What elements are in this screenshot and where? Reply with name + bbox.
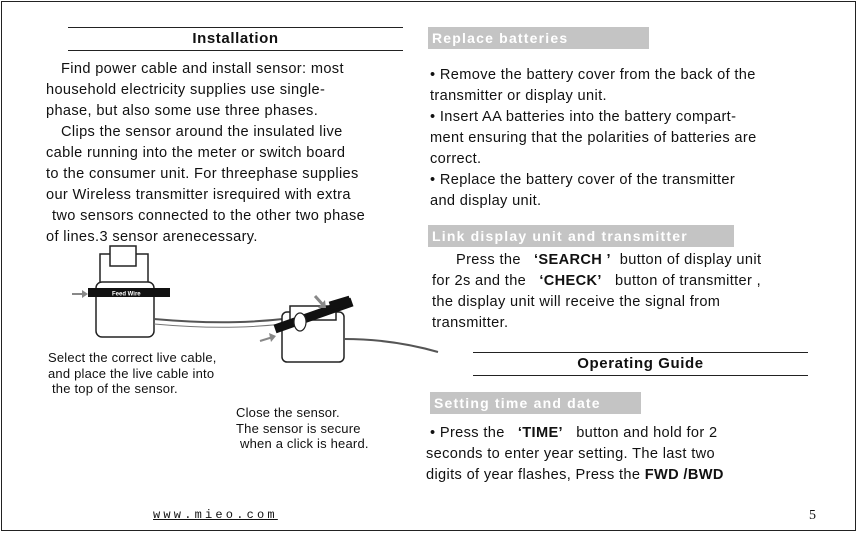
- replace-line: • Remove the battery cover from the back of the: [430, 67, 756, 83]
- installation-line: cable running into the meter or switch board: [46, 145, 346, 161]
- installation-line: Find power cable and install sensor: most: [61, 61, 344, 77]
- footer-website-link[interactable]: www.mieo.com: [153, 508, 278, 522]
- caption-line: and place the live cable into: [48, 365, 215, 381]
- replace-line: • Insert AA batteries into the battery compart-: [430, 109, 737, 125]
- fwd-bwd-keyword: FWD /BWD: [644, 467, 724, 483]
- replace-line: ment ensuring that the polarities of batteries are: [430, 130, 757, 146]
- replace-line: and display unit.: [430, 193, 542, 209]
- caption-line: Select the correct live cable,: [48, 350, 217, 365]
- installation-line: two sensors connected to the other two phase: [52, 208, 366, 224]
- page-number: 5: [809, 508, 816, 523]
- sensor-illustration: [60, 244, 460, 364]
- setting-line: [426, 423, 724, 444]
- link-line: [432, 271, 761, 292]
- replace-batteries-heading: Replace batteries: [428, 27, 649, 49]
- installation-para-1: [46, 59, 365, 248]
- installation-line: Clips the sensor around the insulated live: [61, 124, 343, 140]
- link-text-fragment: button of display unit: [619, 252, 762, 268]
- setting-line: [426, 465, 724, 486]
- installation-heading: [68, 27, 403, 51]
- link-text: [432, 250, 761, 334]
- caption-line: when a click is heard.: [240, 436, 369, 451]
- installation-heading-text: Installation: [192, 30, 279, 47]
- search-keyword: ‘SEARCH ’: [534, 252, 611, 268]
- replace-line: • Replace the battery cover of the transmitter: [430, 172, 736, 188]
- installation-line: phase, but also some use three phases.: [46, 103, 319, 119]
- link-text-fragment: for 2s and the: [432, 273, 527, 289]
- operating-guide-heading-text: Operating Guide: [577, 355, 704, 372]
- link-line: the display unit will receive the signal from: [432, 294, 721, 310]
- setting-text-fragment: • Press the: [430, 425, 505, 441]
- caption-line: the top of the sensor.: [52, 381, 178, 396]
- link-heading: Link display unit and transmitter: [428, 225, 734, 247]
- setting-line: seconds to enter year setting. The last two: [426, 446, 715, 462]
- caption-line: Close the sensor.: [236, 405, 340, 420]
- link-text-fragment: Press the: [456, 252, 521, 268]
- check-keyword: ‘CHECK’: [539, 273, 602, 289]
- setting-text-fragment: button and hold for 2: [576, 425, 718, 441]
- replace-line: transmitter or display unit.: [430, 88, 607, 104]
- time-keyword: ‘TIME’: [517, 425, 563, 441]
- installation-line: of lines.3 sensor arenecessary.: [46, 229, 258, 245]
- caption-close-sensor: [236, 405, 369, 452]
- sensor-closed-figure: [260, 296, 438, 362]
- installation-line: household electricity supplies use single-: [46, 82, 326, 98]
- caption-select-cable: [48, 350, 217, 397]
- installation-line: to the consumer unit. For threephase supplies: [46, 166, 359, 182]
- link-text-fragment: button of transmitter ,: [615, 273, 761, 289]
- setting-time-heading: Setting time and date: [430, 392, 641, 414]
- link-line: [432, 250, 761, 271]
- setting-text-fragment: digits of year flashes, Press the: [426, 467, 641, 483]
- caption-line: The sensor is secure: [236, 420, 361, 436]
- operating-guide-heading: [473, 352, 808, 376]
- replace-line: correct.: [430, 151, 482, 167]
- setting-time-text: [426, 423, 724, 486]
- replace-batteries-text: [430, 65, 757, 212]
- installation-line: our Wireless transmitter isrequired with extra: [46, 187, 351, 203]
- feed-wire-label: Feed Wire: [112, 291, 141, 298]
- link-line: transmitter.: [432, 315, 509, 331]
